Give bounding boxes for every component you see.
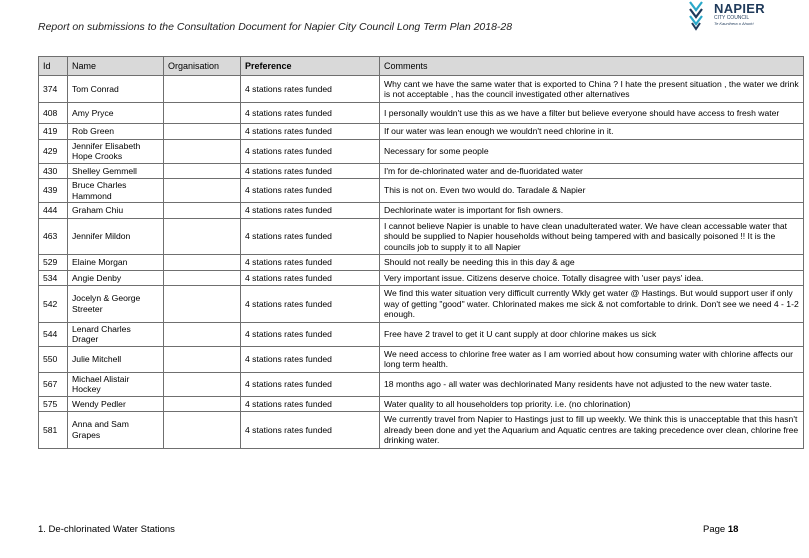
- table-row: [39, 179, 804, 203]
- table-row: [39, 412, 804, 449]
- cell-comments: I'm for de-chlorinated water and de-fluoridated water: [380, 163, 804, 179]
- cell-name: Jennifer Mildon: [68, 218, 164, 255]
- cell-id: 463: [39, 218, 68, 255]
- table-row: [39, 124, 804, 140]
- cell-preference: 4 stations rates funded: [241, 346, 380, 372]
- table-row: [39, 270, 804, 286]
- cell-comments: I personally wouldn't use this as we have a filter but believe everyone should have access to fresh water: [380, 103, 804, 124]
- cell-name: Tom Conrad: [68, 76, 164, 103]
- cell-id: 430: [39, 163, 68, 179]
- table-row: [39, 103, 804, 124]
- cell-preference: 4 stations rates funded: [241, 163, 380, 179]
- cell-organisation: [164, 412, 241, 449]
- table-row: [39, 396, 804, 412]
- col-header-preference: Preference: [241, 57, 380, 76]
- cell-comments: Free have 2 travel to get it U cant supply at door chlorine makes us sick: [380, 322, 804, 346]
- logo-text: [714, 2, 765, 26]
- cell-comments: Water quality to all householders top priority. i.e. (no chlorination): [380, 396, 804, 412]
- cell-comments: Very important issue. Citizens deserve choice. Totally disagree with 'user pays' idea.: [380, 270, 804, 286]
- page-label: Page: [703, 524, 726, 535]
- cell-preference: 4 stations rates funded: [241, 255, 380, 271]
- col-header-id: Id: [39, 57, 68, 76]
- logo-tagline: Te Kaunihera o Ahuriri: [714, 21, 754, 26]
- cell-organisation: [164, 124, 241, 140]
- logo-sub: CITY COUNCIL: [714, 15, 750, 21]
- cell-id: 567: [39, 372, 68, 396]
- cell-name: Amy Pryce: [68, 103, 164, 124]
- cell-id: 581: [39, 412, 68, 449]
- cell-name: Anna and Sam Grapes: [68, 412, 164, 449]
- page-number: [703, 524, 738, 535]
- cell-preference: 4 stations rates funded: [241, 396, 380, 412]
- cell-organisation: [164, 103, 241, 124]
- cell-comments: Should not really be needing this in this day & age: [380, 255, 804, 271]
- cell-preference: 4 stations rates funded: [241, 203, 380, 219]
- table-header-row: [39, 57, 804, 76]
- cell-preference: 4 stations rates funded: [241, 76, 380, 103]
- table-row: [39, 286, 804, 323]
- table-row: [39, 255, 804, 271]
- cell-id: 529: [39, 255, 68, 271]
- cell-preference: 4 stations rates funded: [241, 270, 380, 286]
- cell-id: 408: [39, 103, 68, 124]
- cell-name: Bruce Charles Hammond: [68, 179, 164, 203]
- footer-section-title: 1. De-chlorinated Water Stations: [38, 524, 175, 535]
- cell-name: Julie Mitchell: [68, 346, 164, 372]
- table-row: [39, 163, 804, 179]
- col-header-comments: Comments: [380, 57, 804, 76]
- cell-preference: 4 stations rates funded: [241, 103, 380, 124]
- cell-organisation: [164, 163, 241, 179]
- cell-comments: I cannot believe Napier is unable to have clean unadulterated water. We have clean accessable water that should be supplied to Napier households without being tampered with and basically poisoned !! It is the councils job to supply it to all Napier: [380, 218, 804, 255]
- report-title: Report on submissions to the Consultation Document for Napier City Council Long Term Plan 2018-28: [38, 21, 513, 33]
- cell-organisation: [164, 322, 241, 346]
- cell-organisation: [164, 76, 241, 103]
- cell-organisation: [164, 346, 241, 372]
- cell-id: 534: [39, 270, 68, 286]
- cell-name: Elaine Morgan: [68, 255, 164, 271]
- cell-preference: 4 stations rates funded: [241, 372, 380, 396]
- table-row: [39, 139, 804, 163]
- cell-id: 542: [39, 286, 68, 323]
- cell-comments: Why cant we have the same water that is exported to China ? I hate the present situation , the water we drink is not acceptable , has the council investigated other alternatives: [380, 76, 804, 103]
- cell-organisation: [164, 255, 241, 271]
- col-header-organisation: Organisation: [164, 57, 241, 76]
- cell-name: Angie Denby: [68, 270, 164, 286]
- cell-id: 419: [39, 124, 68, 140]
- table-row: [39, 76, 804, 103]
- table-row: [39, 203, 804, 219]
- cell-organisation: [164, 286, 241, 323]
- cell-comments: This is not on. Even two would do. Taradale & Napier: [380, 179, 804, 203]
- page-number-value: 18: [727, 524, 739, 535]
- cell-name: Jennifer Elisabeth Hope Crooks: [68, 139, 164, 163]
- cell-comments: We need access to chlorine free water as I am worried about how consuming water with chlorine affects our long term health.: [380, 346, 804, 372]
- cell-preference: 4 stations rates funded: [241, 218, 380, 255]
- cell-name: Graham Chiu: [68, 203, 164, 219]
- cell-organisation: [164, 396, 241, 412]
- cell-id: 444: [39, 203, 68, 219]
- cell-preference: 4 stations rates funded: [241, 179, 380, 203]
- cell-name: Michael Alistair Hockey: [68, 372, 164, 396]
- cell-preference: 4 stations rates funded: [241, 139, 380, 163]
- cell-id: 439: [39, 179, 68, 203]
- cell-name: Lenard Charles Drager: [68, 322, 164, 346]
- table-row: [39, 218, 804, 255]
- cell-name: Shelley Gemmell: [68, 163, 164, 179]
- cell-organisation: [164, 218, 241, 255]
- col-header-name: Name: [68, 57, 164, 76]
- cell-id: 575: [39, 396, 68, 412]
- cell-id: 429: [39, 139, 68, 163]
- cell-preference: 4 stations rates funded: [241, 286, 380, 323]
- cell-name: Rob Green: [68, 124, 164, 140]
- cell-comments: Dechlorinate water is important for fish owners.: [380, 203, 804, 219]
- cell-name: Jocelyn & George Streeter: [68, 286, 164, 323]
- cell-preference: 4 stations rates funded: [241, 322, 380, 346]
- cell-id: 550: [39, 346, 68, 372]
- cell-comments: If our water was lean enough we wouldn't need chlorine in it.: [380, 124, 804, 140]
- logo-name: NAPIER: [714, 1, 765, 16]
- cell-comments: 18 months ago - all water was dechlorinated Many residents have not adjusted to the new water taste.: [380, 372, 804, 396]
- submissions-table: [38, 56, 804, 449]
- table-row: [39, 346, 804, 372]
- cell-organisation: [164, 372, 241, 396]
- cell-comments: Necessary for some people: [380, 139, 804, 163]
- cell-organisation: [164, 270, 241, 286]
- cell-organisation: [164, 203, 241, 219]
- cell-preference: 4 stations rates funded: [241, 412, 380, 449]
- cell-organisation: [164, 139, 241, 163]
- cell-organisation: [164, 179, 241, 203]
- cell-name: Wendy Pedler: [68, 396, 164, 412]
- cell-preference: 4 stations rates funded: [241, 124, 380, 140]
- cell-id: 544: [39, 322, 68, 346]
- cell-comments: We currently travel from Napier to Hastings just to fill up weekly. We think this is unacceptable that this hasn't already been done and yet the Aquarium and Aquatic centres are taking precedence over clean, chlorine free drinking water.: [380, 412, 804, 449]
- cell-id: 374: [39, 76, 68, 103]
- table-row: [39, 322, 804, 346]
- table-row: [39, 372, 804, 396]
- cell-comments: We find this water situation very difficult currently Wkly get water @ Hastings. But would support user if only way of getting "good" water. Chlorinated makes me sick & not comfortable to drink. Don't see we need 4 - 1-2 enough.: [380, 286, 804, 323]
